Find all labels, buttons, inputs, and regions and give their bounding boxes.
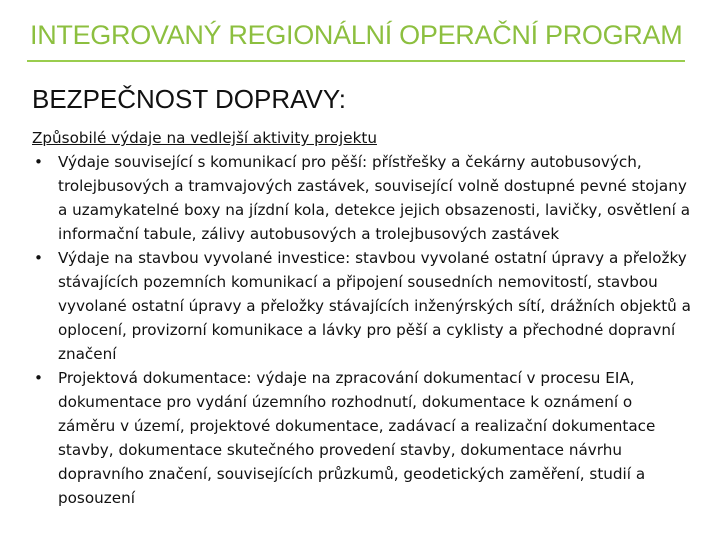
bullet-icon: • — [34, 249, 43, 267]
list-item-text: Výdaje související s komunikací pro pěší: přístřešky a čekárny autobusových, trolejbusových a tramvajových zastávek, související volně dostupné pevné stojany a uzamykatelné boxy na jízdní kola, detekce jejich obsazenosti, lavičky, osvětlení a informační tabule, zálivy autobusových a trolejbusových zastávek — [58, 153, 691, 243]
list-item-text: Výdaje na stavbou vyvolané investice: stavbou vyvolané ostatní úpravy a přeložky stávajících pozemních komunikací a připojení sousedních nemovitostí, stavbou vyvolané ostatní úpravy a přeložky stávajících inženýrských sítí, drážních objektů a oplocení, provizorní komunikace a lávky pro pěší a cyklisty a přechodné dopravní značení — [58, 249, 691, 363]
bullet-list — [32, 150, 692, 510]
page-header-title: INTEGROVANÝ REGIONÁLNÍ OPERAČNÍ PROGRAM — [30, 20, 683, 50]
content-body — [32, 126, 692, 510]
list-item-text: Projektová dokumentace: výdaje na zpracování dokumentací v procesu EIA, dokumentace pro vydání územního rozhodnutí, dokumentace k oznámení o záměru v území, projektové dokumentace, zadávací a realizační dokumentace stavby, dokumentace skutečného provedení stavby, dokumentace návrhu dopravního značení, souvisejících průzkumů, geodetických zaměření, studií a posouzení — [58, 369, 656, 507]
list-item — [32, 150, 692, 246]
section-title: BEZPEČNOST DOPRAVY: — [32, 84, 347, 114]
header-divider — [27, 60, 685, 62]
list-item — [32, 366, 692, 510]
content-subtitle: Způsobilé výdaje na vedlejší aktivity projektu — [32, 129, 377, 147]
list-item — [32, 246, 692, 366]
bullet-icon: • — [34, 153, 43, 171]
bullet-icon: • — [34, 369, 43, 387]
